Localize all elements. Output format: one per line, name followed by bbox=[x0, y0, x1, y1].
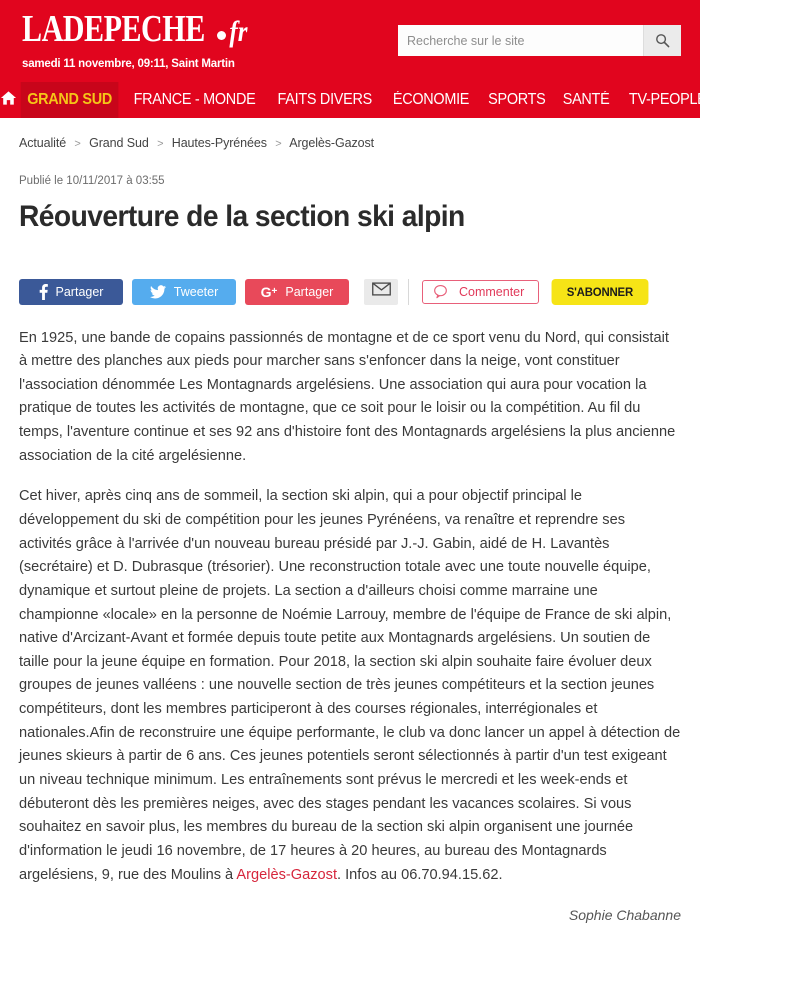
logo-dot-icon bbox=[217, 31, 226, 40]
article-body bbox=[19, 327, 681, 927]
nav-item-label: LOISIRS bbox=[725, 91, 780, 108]
nav-item-tv-people[interactable] bbox=[622, 82, 713, 118]
header-date-line: samedi 11 novembre, 09:11, Saint Martin bbox=[22, 58, 235, 70]
page-title: Réouverture de la section ski alpin bbox=[19, 200, 465, 233]
search-bar[interactable] bbox=[398, 25, 681, 56]
logo-wordmark: LADEPECHE bbox=[22, 6, 205, 50]
googleplus-share-label: Partager bbox=[285, 284, 334, 299]
envelope-icon bbox=[372, 282, 391, 301]
share-divider bbox=[408, 279, 409, 305]
nav-item-label: TV-PEOPLE bbox=[628, 91, 707, 108]
subscribe-button[interactable]: S'ABONNER bbox=[552, 279, 649, 305]
facebook-icon bbox=[39, 284, 48, 300]
nav-item-loisirs[interactable] bbox=[719, 82, 786, 118]
comment-button[interactable] bbox=[422, 280, 539, 304]
search-icon bbox=[655, 33, 670, 48]
search-submit-button[interactable] bbox=[643, 25, 681, 56]
logo-tld: fr bbox=[229, 16, 248, 49]
email-share-button[interactable] bbox=[364, 279, 398, 305]
twitter-icon bbox=[150, 285, 166, 299]
breadcrumb-separator: > bbox=[74, 138, 81, 150]
nav-item-label: SANTÉ bbox=[563, 91, 610, 108]
breadcrumb-item-grand-sud[interactable]: Grand Sud bbox=[89, 136, 149, 150]
nav-item-label: ÉCONOMIE bbox=[392, 91, 469, 108]
brand-block[interactable] bbox=[22, 6, 248, 70]
breadcrumb-item-hautes-pyrenees[interactable]: Hautes-Pyrénées bbox=[171, 136, 267, 150]
nav-item-france-monde[interactable] bbox=[127, 82, 262, 118]
paragraph-2-text-after-link: . Infos au 06.70.94.15.62. bbox=[337, 866, 503, 883]
publish-date: Publié le 10/11/2017 à 03:55 bbox=[19, 175, 165, 187]
paragraph-2-text-before-link: Cet hiver, après cinq ans de sommeil, la section ski alpin, qui a pour objectif principal le développement du ski de compétition pour les jeunes Pyrénéens, va renaître et reprendre ses activités grâce à l'arrivée d'un nouveau bureau présidé par J.-J. Gabin, aidé de H. Lavantès (secrétaire) et D. Dubrasque (trésorier). Une reconstruction totale avec une toute nouvelle équipe, dynamique et surtout pleine de projets. La section a d'ailleurs choisi comme marraine une championne «locale» en la personne de Noémie Larrouy, membre de l'équipe de France de ski alpin, native d'Arcizant-Avant et formée depuis toute petite aux Montagnards argelésiens. Un soutien de taille pour la jeune équipe en formation. Pour 2018, la section ski alpin souhaite faire évoluer deux groupes de jeunes valléens : une nouvelle section de très jeunes compétiteurs et la section jeunes compétiteurs, dont les membres participeront à des courses régionales, interrégionales et nationales.Afin de reconstruire une équipe performante, le club va donc lancer un appel à détection de jeunes skieurs à partir de 6 ans. Ces jeunes potentiels seront sélectionnés à partir d'un test exigeant un niveau technique minimum. Les entraînements sont prévus le mercredi et les week-ends et débuteront dès les premières neiges, avec des stages pendant les vacances scolaires. Si vous souhaitez en savoir plus, les membres du bureau de la section ski alpin organisent une journée d'information le jeudi 16 novembre, de 17 heures à 20 heures, au bureau des Montagnards argelésiens, 9, rue des Moulins à bbox=[19, 488, 681, 883]
search-input[interactable] bbox=[398, 25, 643, 56]
facebook-share-button[interactable] bbox=[19, 279, 123, 305]
nav-item-economie[interactable] bbox=[386, 82, 475, 118]
googleplus-share-button[interactable] bbox=[245, 279, 349, 305]
nav-item-label: SPORTS bbox=[487, 91, 546, 108]
argeles-gazost-link[interactable]: Argelès-Gazost bbox=[236, 866, 337, 883]
breadcrumb bbox=[19, 118, 681, 152]
nav-item-faits-divers[interactable] bbox=[271, 82, 378, 118]
nav-item-grand-sud[interactable] bbox=[21, 82, 119, 118]
nav-item-sante[interactable] bbox=[557, 82, 617, 118]
breadcrumb-separator: > bbox=[275, 138, 282, 150]
site-logo[interactable] bbox=[22, 6, 248, 50]
twitter-share-button[interactable] bbox=[132, 279, 236, 305]
breadcrumb-separator: > bbox=[157, 138, 164, 150]
home-icon bbox=[0, 90, 17, 111]
nav-home-button[interactable] bbox=[0, 82, 17, 118]
nav-item-label: FRANCE - MONDE bbox=[133, 91, 256, 108]
twitter-share-label: Tweeter bbox=[173, 284, 219, 299]
google-plus-icon: G + bbox=[260, 283, 278, 300]
nav-item-sports[interactable] bbox=[481, 82, 551, 118]
breadcrumb-item-actualite[interactable]: Actualité bbox=[19, 136, 67, 150]
article-paragraph-1: En 1925, une bande de copains passionnés de montagne et de ce sport venu du Nord, qui consistait à mettre des planches aux pieds pour marcher sans s'enfoncer dans la neige, vont constituer l'association dénommée Les Montagnards argelésiens. Une association qui aura pour vocation la pratique de toutes les activités de montagne, que ce soit pour le loisir ou la compétition. Au fil du temps, l'aventure continue et ses 92 ans d'histoire font des Montagnards argelésiens la plus ancienne association de la cité argelésienne. bbox=[19, 329, 676, 464]
article-paragraph-2 bbox=[19, 485, 681, 887]
facebook-share-label: Partager bbox=[55, 284, 104, 299]
main-navigation bbox=[0, 82, 780, 118]
site-header bbox=[0, 0, 700, 82]
nav-item-label: GRAND SUD bbox=[27, 91, 112, 108]
comment-button-label: Commenter bbox=[459, 284, 525, 299]
content-area bbox=[0, 118, 700, 927]
article-byline: Sophie Chabanne bbox=[568, 907, 681, 924]
speech-bubble-icon bbox=[433, 284, 448, 299]
nav-item-label: FAITS DIVERS bbox=[277, 91, 373, 108]
breadcrumb-item-argeles-gazost[interactable]: Argelès-Gazost bbox=[289, 136, 374, 150]
share-bar bbox=[19, 279, 681, 305]
